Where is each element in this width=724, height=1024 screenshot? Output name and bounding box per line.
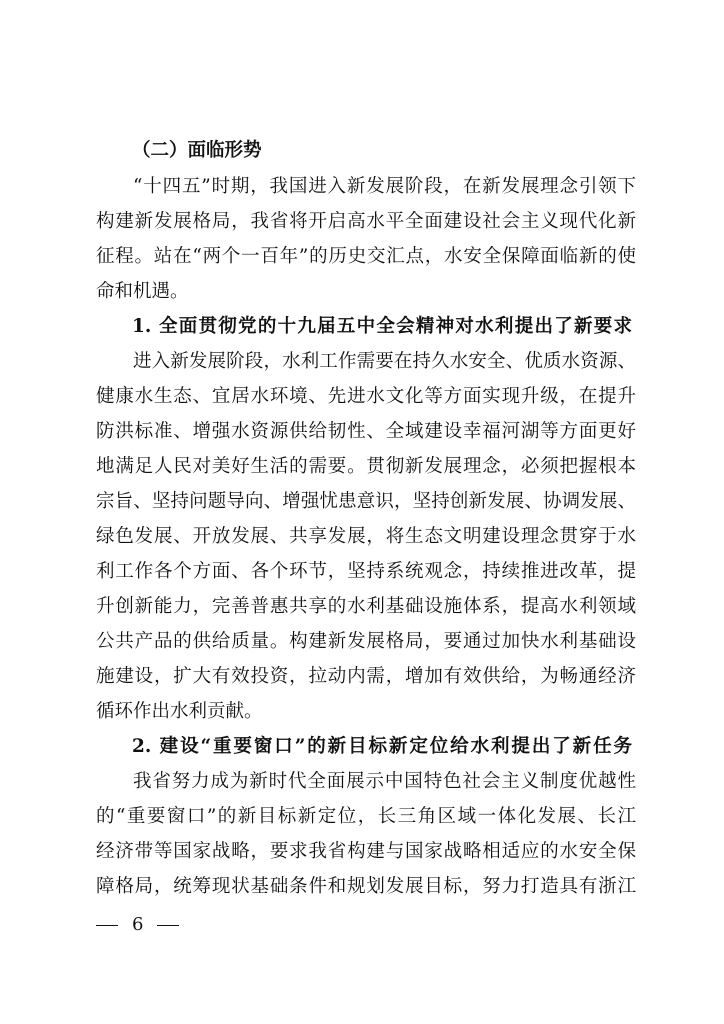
paragraph-line: 宗旨、坚持问题导向、增强忧患意识，坚持创新发展、协调发展、 bbox=[96, 491, 636, 512]
subheading: 1. 全面贯彻党的十九届五中全会精神对水利提出了新要求 bbox=[132, 316, 632, 337]
paragraph-line: 绿色发展、开放发展、共享发展，将生态文明建设理念贯穿于水 bbox=[96, 526, 636, 547]
paragraph-line: 经济带等国家战略，要求我省构建与国家战略相适应的水安全保 bbox=[96, 841, 636, 862]
paragraph-line: 升创新能力，完善普惠共享的水利基础设施体系，提高水利领域 bbox=[96, 596, 636, 617]
paragraph-line: 命和机遇。 bbox=[96, 281, 189, 302]
paragraph-line: 我省努力成为新时代全面展示中国特色社会主义制度优越性 bbox=[133, 771, 636, 792]
footer-dash-right bbox=[157, 925, 179, 926]
paragraph-line: 循环作出水利贡献。 bbox=[96, 701, 263, 722]
footer-dash-left bbox=[96, 925, 118, 926]
paragraph-line: 健康水生态、宜居水环境、先进水文化等方面实现升级，在提升 bbox=[96, 386, 636, 407]
paragraph-line: 施建设，扩大有效投资，拉动内需，增加有效供给，为畅通经济 bbox=[96, 666, 636, 687]
page-number: 6 bbox=[132, 914, 144, 935]
paragraph-line: 进入新发展阶段，水利工作需要在持久水安全、优质水资源、 bbox=[133, 351, 636, 372]
paragraph-line: 的“重要窗口”的新目标新定位，长三角区域一体化发展、长江 bbox=[96, 806, 636, 827]
paragraph-line: 防洪标准、增强水资源供给韧性、全域建设幸福河湖等方面更好 bbox=[96, 421, 636, 442]
paragraph-line: 公共产品的供给质量。构建新发展格局，要通过加快水利基础设 bbox=[96, 631, 636, 652]
page-footer bbox=[96, 913, 179, 937]
section-heading: （二）面临形势 bbox=[132, 140, 262, 161]
paragraph-line: 利工作各个方面、各个环节，坚持系统观念，持续推进改革，提 bbox=[96, 561, 636, 582]
paragraph-line: 征程。站在“两个一百年”的历史交汇点，水安全保障面临新的使 bbox=[96, 246, 636, 267]
subheading: 2. 建设“重要窗口”的新目标新定位给水利提出了新任务 bbox=[132, 736, 632, 757]
paragraph-line: “十四五”时期，我国进入新发展阶段，在新发展理念引领下 bbox=[133, 176, 636, 197]
paragraph-line: 地满足人民对美好生活的需要。贯彻新发展理念，必须把握根本 bbox=[96, 456, 636, 477]
paragraph-line: 障格局，统筹现状基础条件和规划发展目标，努力打造具有浙江 bbox=[96, 876, 636, 897]
paragraph-line: 构建新发展格局，我省将开启高水平全面建设社会主义现代化新 bbox=[96, 211, 636, 232]
